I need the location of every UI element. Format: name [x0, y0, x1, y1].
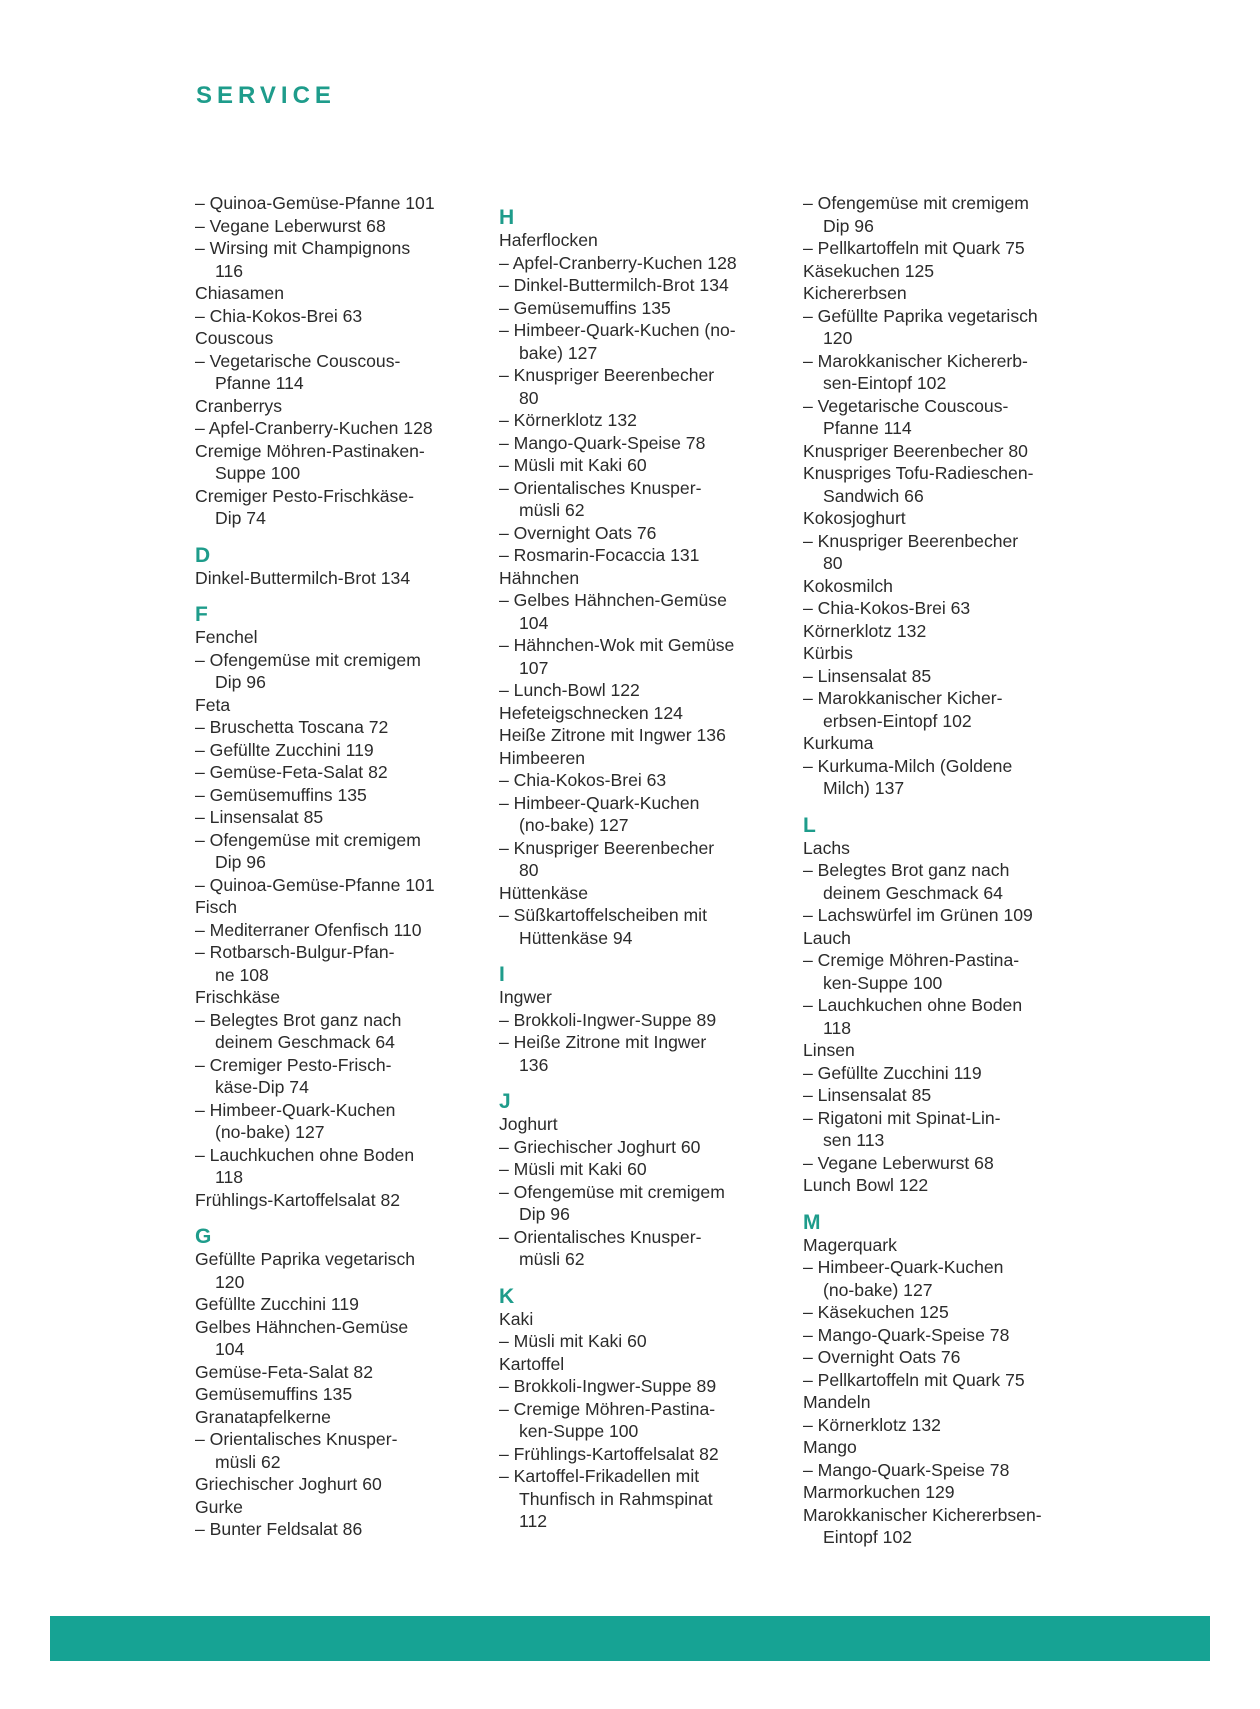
- index-term: Knuspriger Beerenbecher 80: [803, 440, 1028, 461]
- index-subentry: – Chia-Kokos-Brei 63: [195, 305, 363, 326]
- index-continuation: Dip 96: [215, 852, 266, 872]
- index-continuation: 118: [215, 1167, 244, 1187]
- index-subentry: – Brokkoli-Ingwer-Suppe 89: [499, 1009, 717, 1030]
- index-letter: J: [499, 1090, 511, 1113]
- index-continuation: 107: [519, 657, 549, 678]
- index-subentry: – Kurkuma-Milch (Goldene: [803, 755, 1013, 776]
- index-term: Dinkel-Buttermilch-Brot 134: [195, 567, 411, 588]
- index-subentry: – Apfel-Cranberry-Kuchen 128: [499, 252, 737, 273]
- index-subentry: – Gemüsemuffins 135: [499, 297, 671, 318]
- index-subentry: – Brokkoli-Ingwer-Suppe 89: [499, 1376, 717, 1396]
- index-continuation: käse-Dip 74: [215, 1077, 309, 1097]
- index-term: Himbeeren: [499, 747, 586, 768]
- index-continuation: 80: [519, 387, 539, 408]
- index-letter: G: [195, 1225, 212, 1248]
- index-subentry: – Lachswürfel im Grünen 109: [803, 905, 1033, 925]
- index-continuation: bake) 127: [519, 342, 598, 363]
- index-subentry: – Körnerklotz 132: [803, 1414, 941, 1435]
- index-continuation: Thunfisch in Rahmspinat: [519, 1488, 713, 1509]
- index-letter: D: [195, 543, 211, 567]
- index-subentry: – Marokkanischer Kichererb-: [803, 350, 1028, 371]
- index-subentry: – Orientalisches Knusper-: [195, 1429, 398, 1449]
- index-continuation: ken-Suppe 100: [823, 972, 943, 993]
- index-subentry: – Cremige Möhren-Pastina-: [499, 1398, 716, 1419]
- index-term: Gefüllte Paprika vegetarisch: [195, 1249, 416, 1269]
- index-subentry: – Overnight Oats 76: [803, 1347, 961, 1367]
- index-subentry: – Pellkartoffeln mit Quark 75: [803, 238, 1025, 258]
- index-continuation: deinem Geschmack 64: [215, 1032, 395, 1052]
- index-subentry: – Ofengemüse mit cremigem: [803, 193, 1029, 213]
- index-term: Marmorkuchen 129: [803, 1482, 955, 1502]
- index-subentry: – Vegane Leberwurst 68: [195, 215, 386, 236]
- index-continuation: Hüttenkäse 94: [519, 927, 633, 948]
- index-continuation: (no-bake) 127: [215, 1122, 325, 1142]
- index-subentry: – Lauchkuchen ohne Boden: [195, 1144, 415, 1165]
- index-subentry: – Wirsing mit Champignons: [195, 238, 411, 258]
- index-term: Cranberrys: [195, 395, 283, 416]
- index-subentry: – Mango-Quark-Speise 78: [499, 432, 706, 453]
- index-term: Feta: [195, 694, 231, 715]
- index-subentry: – Mediterraner Ofenfisch 110: [195, 919, 422, 940]
- index-continuation: Suppe 100: [215, 463, 301, 483]
- index-subentry: – Linsensalat 85: [803, 665, 932, 686]
- index-term: Gefüllte Zucchini 119: [195, 1294, 359, 1314]
- index-term: Kaki: [499, 1308, 534, 1329]
- index-subentry: – Gemüse-Feta-Salat 82: [195, 762, 388, 782]
- index-subentry: – Overnight Oats 76: [499, 522, 657, 543]
- index-subentry: – Bruschetta Toscana 72: [195, 717, 389, 737]
- index-subentry: – Linsensalat 85: [803, 1085, 932, 1105]
- index-letter: H: [499, 206, 515, 229]
- index-subentry: – Lunch-Bowl 122: [499, 680, 640, 700]
- index-term: Heiße Zitrone mit Ingwer 136: [499, 725, 726, 745]
- index-continuation: Milch) 137: [823, 778, 905, 798]
- index-continuation: sen 113: [823, 1130, 885, 1150]
- index-subentry: – Frühlings-Kartoffelsalat 82: [499, 1443, 719, 1464]
- section-header: SERVICE: [196, 82, 336, 109]
- index-continuation: 80: [519, 860, 539, 880]
- index-subentry: – Hähnchen-Wok mit Gemüse: [499, 635, 735, 655]
- index-subentry: – Bunter Feldsalat 86: [195, 1519, 363, 1539]
- index-subentry: – Knuspriger Beerenbecher: [499, 365, 715, 385]
- index-continuation: Dip 96: [215, 672, 266, 692]
- index-subentry: – Rosmarin-Focaccia 131: [499, 545, 700, 565]
- index-subentry: – Vegane Leberwurst 68: [803, 1152, 994, 1173]
- index-term: Chiasamen: [195, 283, 284, 303]
- index-term: Linsen: [803, 1040, 855, 1060]
- index-term: Knuspriges Tofu-Radieschen-: [803, 463, 1034, 483]
- index-subentry: – Gefüllte Paprika vegetarisch: [803, 305, 1038, 326]
- index-subentry: – Ofengemüse mit cremigem: [195, 829, 421, 850]
- index-letter: M: [803, 1210, 821, 1234]
- index-term: Marokkanischer Kichererbsen-: [803, 1504, 1042, 1525]
- index-subentry: – Dinkel-Buttermilch-Brot 134: [499, 275, 729, 295]
- index-column-1: [195, 192, 475, 1541]
- index-continuation: Sandwich 66: [823, 485, 924, 506]
- index-continuation: 112: [519, 1511, 548, 1531]
- index-continuation: erbsen-Eintopf 102: [823, 710, 972, 731]
- index-subentry: – Chia-Kokos-Brei 63: [499, 770, 667, 790]
- index-subentry: – Apfel-Cranberry-Kuchen 128: [195, 418, 433, 438]
- index-term: Gemüsemuffins 135: [195, 1384, 353, 1404]
- index-subentry: – Belegtes Brot ganz nach: [195, 1009, 402, 1030]
- index-letter: F: [195, 603, 208, 626]
- index-term: Frühlings-Kartoffelsalat 82: [195, 1189, 401, 1210]
- index-subentry: – Pellkartoffeln mit Quark 75: [803, 1369, 1025, 1390]
- index-term: Gelbes Hähnchen-Gemüse: [195, 1316, 409, 1337]
- index-subentry: – Himbeer-Quark-Kuchen: [195, 1099, 396, 1120]
- index-subentry: – Gefüllte Zucchini 119: [195, 739, 374, 760]
- index-subentry: – Rigatoni mit Spinat-Lin-: [803, 1107, 1001, 1128]
- index-subentry: – Gefüllte Zucchini 119: [803, 1062, 982, 1083]
- index-continuation: 104: [215, 1339, 245, 1359]
- footer-band: [50, 1616, 1210, 1661]
- index-subentry: – Himbeer-Quark-Kuchen: [499, 792, 700, 813]
- index-subentry: – Mango-Quark-Speise 78: [803, 1324, 1010, 1345]
- index-subentry: – Cremiger Pesto-Frisch-: [195, 1054, 392, 1075]
- index-continuation: müsli 62: [215, 1451, 281, 1472]
- index-subentry: – Quinoa-Gemüse-Pfanne 101: [195, 874, 435, 895]
- index-term: Kokosmilch: [803, 575, 893, 596]
- index-term: Kokosjoghurt: [803, 508, 906, 528]
- index-subentry: – Linsensalat 85: [195, 807, 324, 827]
- index-subentry: – Müsli mit Kaki 60: [499, 455, 647, 475]
- index-term: Joghurt: [499, 1114, 558, 1134]
- index-subentry: – Vegetarische Couscous-: [195, 350, 401, 371]
- index-subentry: – Vegetarische Couscous-: [803, 395, 1009, 416]
- index-letter: L: [803, 813, 816, 837]
- index-term: Granatapfelkerne: [195, 1406, 331, 1427]
- index-term: Körnerklotz 132: [803, 620, 927, 641]
- index-subentry: – Himbeer-Quark-Kuchen: [803, 1257, 1004, 1277]
- index-continuation: 136: [519, 1054, 549, 1075]
- index-term: Frischkäse: [195, 987, 281, 1007]
- index-term: Magerquark: [803, 1234, 897, 1255]
- index-subentry: – Süßkartoffelscheiben mit: [499, 905, 707, 925]
- index-continuation: Dip 96: [519, 1204, 570, 1224]
- index-term: Couscous: [195, 328, 274, 348]
- index-term: Fisch: [195, 897, 238, 917]
- index-subentry: – Cremige Möhren-Pastina-: [803, 950, 1020, 970]
- index-term: Mandeln: [803, 1392, 871, 1412]
- index-continuation: (no-bake) 127: [823, 1279, 933, 1300]
- index-continuation: 118: [823, 1017, 852, 1038]
- index-continuation: müsli 62: [519, 1249, 585, 1269]
- index-continuation: Dip 96: [823, 215, 874, 236]
- index-column-2: [499, 192, 779, 1533]
- index-term: Gemüse-Feta-Salat 82: [195, 1361, 373, 1382]
- index-subentry: – Ofengemüse mit cremigem: [499, 1181, 725, 1202]
- index-continuation: deinem Geschmack 64: [823, 882, 1003, 903]
- index-subentry: – Ofengemüse mit cremigem: [195, 649, 421, 670]
- index-subentry: – Käsekuchen 125: [803, 1302, 949, 1322]
- index-subentry: – Belegtes Brot ganz nach: [803, 860, 1010, 880]
- index-continuation: 116: [215, 260, 244, 281]
- index-subentry: – Orientalisches Knusper-: [499, 1226, 702, 1247]
- index-continuation: ne 108: [215, 964, 269, 985]
- index-column-3: [803, 192, 1083, 1549]
- index-term: Hüttenkäse: [499, 882, 588, 903]
- index-subentry: – Orientalisches Knusper-: [499, 477, 702, 498]
- index-continuation: Pfanne 114: [823, 418, 912, 438]
- index-term: Cremiger Pesto-Frischkäse-: [195, 485, 414, 506]
- recipe-index: [0, 192, 1260, 1572]
- index-subentry: – Griechischer Joghurt 60: [499, 1136, 701, 1157]
- index-subentry: – Marokkanischer Kicher-: [803, 688, 1003, 708]
- index-continuation: sen-Eintopf 102: [823, 373, 947, 393]
- index-term: Gurke: [195, 1496, 243, 1517]
- index-term: Kurkuma: [803, 733, 874, 753]
- index-continuation: 120: [823, 328, 853, 348]
- index-subentry: – Körnerklotz 132: [499, 410, 637, 430]
- index-letter: I: [499, 963, 505, 986]
- index-subentry: – Lauchkuchen ohne Boden: [803, 995, 1023, 1015]
- index-term: Haferflocken: [499, 230, 598, 250]
- index-subentry: – Müsli mit Kaki 60: [499, 1331, 647, 1351]
- index-continuation: (no-bake) 127: [519, 815, 629, 835]
- index-subentry: – Müsli mit Kaki 60: [499, 1159, 647, 1179]
- index-term: Cremige Möhren-Pastinaken-: [195, 440, 425, 461]
- index-subentry: – Chia-Kokos-Brei 63: [803, 598, 971, 618]
- index-term: Lunch Bowl 122: [803, 1175, 929, 1195]
- index-continuation: Eintopf 102: [823, 1527, 913, 1547]
- index-subentry: – Gemüsemuffins 135: [195, 784, 367, 805]
- index-term: Lachs: [803, 837, 850, 858]
- index-term: Lauch: [803, 927, 851, 948]
- index-subentry: – Mango-Quark-Speise 78: [803, 1459, 1010, 1480]
- index-continuation: 104: [519, 612, 549, 633]
- index-continuation: 80: [823, 553, 843, 573]
- index-subentry: – Rotbarsch-Bulgur-Pfan-: [195, 942, 395, 962]
- index-continuation: müsli 62: [519, 500, 585, 520]
- index-subentry: – Heiße Zitrone mit Ingwer: [499, 1032, 707, 1052]
- index-term: Kürbis: [803, 643, 853, 663]
- index-term: Hefeteigschnecken 124: [499, 702, 683, 723]
- index-term: Kichererbsen: [803, 283, 907, 303]
- index-subentry: – Knuspriger Beerenbecher: [803, 530, 1019, 551]
- index-subentry: – Himbeer-Quark-Kuchen (no-: [499, 320, 736, 340]
- index-term: Kartoffel: [499, 1353, 565, 1374]
- index-term: Käsekuchen 125: [803, 260, 935, 281]
- index-term: Mango: [803, 1437, 857, 1457]
- index-subentry: – Quinoa-Gemüse-Pfanne 101: [195, 193, 435, 213]
- index-continuation: Dip 74: [215, 508, 266, 528]
- index-subentry: – Kartoffel-Frikadellen mit: [499, 1466, 700, 1486]
- index-subentry: – Gelbes Hähnchen-Gemüse: [499, 590, 727, 610]
- index-continuation: 120: [215, 1271, 245, 1292]
- index-term: Fenchel: [195, 627, 258, 647]
- index-term: Griechischer Joghurt 60: [195, 1474, 382, 1494]
- index-letter: K: [499, 1284, 515, 1308]
- index-continuation: ken-Suppe 100: [519, 1421, 639, 1441]
- index-continuation: Pfanne 114: [215, 373, 304, 393]
- index-term: Hähnchen: [499, 567, 580, 588]
- index-term: Ingwer: [499, 987, 552, 1007]
- index-subentry: – Knuspriger Beerenbecher: [499, 837, 715, 858]
